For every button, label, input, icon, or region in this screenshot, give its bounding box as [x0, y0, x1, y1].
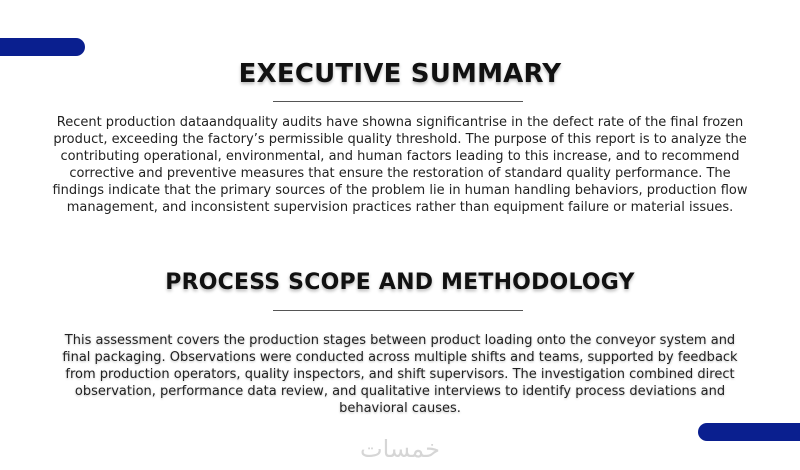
title-divider [273, 310, 523, 311]
watermark-logo: خمسات [359, 435, 441, 463]
executive-summary-paragraph: Recent production dataandquality audits have showna significantrise in the defect rate of the final frozen product, exceeding the factory’s permissible quality threshold. The purpose of this report is to analyze the contributing operational, environmental, and human factors leading to this increase, and to recommend corrective and preventive measures that ensure the restoration of standard quality performance. The findings indicate that the primary sources of the problem lie in human handling behaviors, production flow management, and inconsistent supervision practices rather than equipment failure or material issues. [52, 115, 748, 215]
process-scope-paragraph: This assessment covers the production stages between product loading onto the conveyor system and final packaging. Observations were conducted across multiple shifts and teams, supported by feedback from production operators, quality inspectors, and shift supervisors. The investigation combined direct observation, performance data review, and qualitative interviews to identify process deviations and behavioral causes. [62, 333, 738, 416]
decorative-bar-bottom-right [698, 423, 800, 441]
title-divider [273, 101, 523, 102]
executive-summary-title: EXECUTIVE SUMMARY [238, 59, 562, 89]
decorative-bar-top-left [0, 38, 85, 56]
process-scope-title: PROCESS SCOPE AND METHODOLOGY [165, 270, 635, 295]
